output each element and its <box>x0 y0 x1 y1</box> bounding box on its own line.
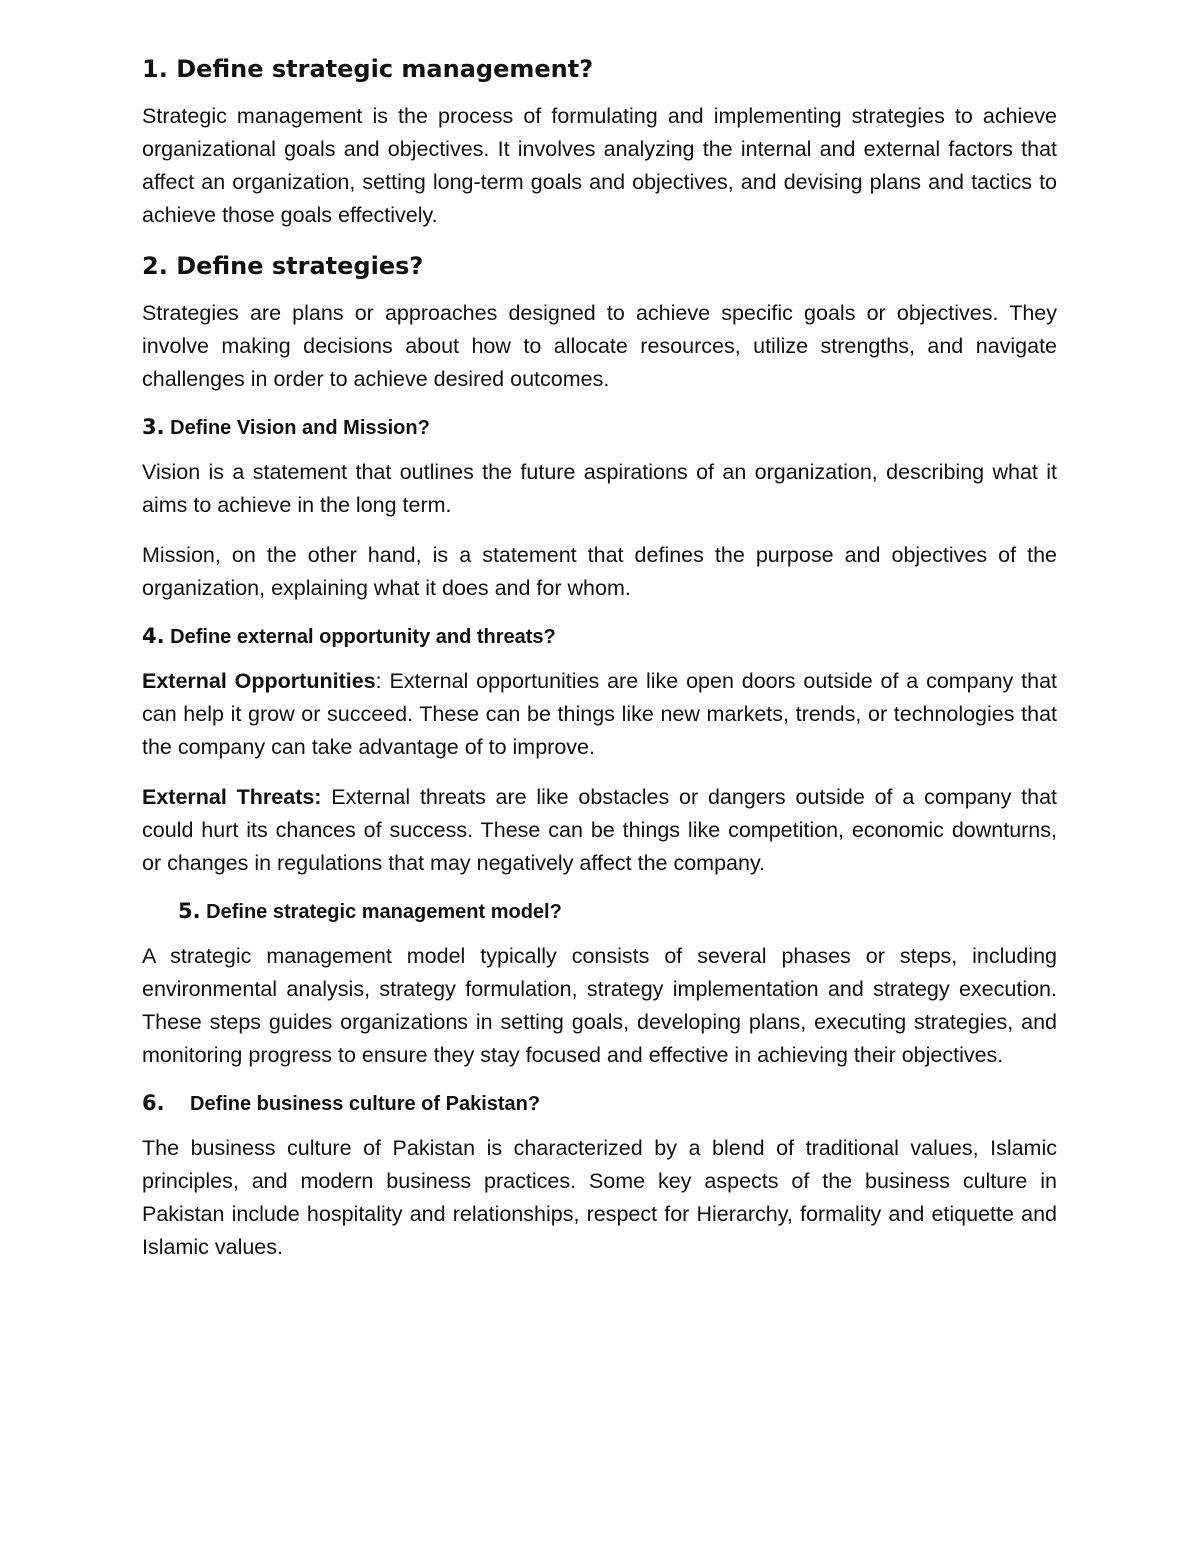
term-label: External Opportunities <box>142 669 376 693</box>
term-label: External Threats: <box>142 785 322 809</box>
heading-title: Define external opportunity and threats? <box>170 626 556 648</box>
heading-6 <box>142 1089 1057 1118</box>
paragraph-opportunities <box>142 665 1057 764</box>
heading-number: 2. <box>142 252 168 280</box>
heading-number: 4. <box>142 624 165 648</box>
heading-5 <box>142 897 1057 926</box>
heading-title: Define Vision and Mission? <box>170 417 430 439</box>
term-separator: : <box>375 669 382 693</box>
heading-number: 5. <box>178 899 201 923</box>
term-text: External threats are like obstacles or dangers outside of a company that could hurt its chances of success. These can be things like competition, economic downturns, or changes in regulations that may negatively affect the company. <box>142 785 1057 875</box>
paragraph: The business culture of Pakistan is characterized by a blend of traditional values, Islamic principles, and modern business practices. Some key aspects of the business culture in Pakistan include hospitality and relationships, respect for Hierarchy, formality and etiquette and Islamic values. <box>142 1136 1057 1259</box>
heading-number: 6. <box>142 1091 165 1115</box>
term-text: External opportunities are like open doors outside of a company that can help it grow or succeed. These can be things like new markets, trends, or technologies that the company can take advantage of to improve. <box>142 669 1058 759</box>
heading-3 <box>142 413 1057 442</box>
heading-number: 1. <box>142 55 168 83</box>
paragraph: Strategies are plans or approaches designed to achieve specific goals or objectives. They involve making decisions about how to allocate resources, utilize strengths, and navigate challenges in order to achieve desired outcomes. <box>142 301 1057 391</box>
paragraph: Vision is a statement that outlines the future aspirations of an organization, describing what it aims to achieve in the long term. <box>142 460 1057 517</box>
heading-title: Define business culture of Pakistan? <box>190 1093 541 1115</box>
document-page <box>142 52 1057 1281</box>
paragraph: Mission, on the other hand, is a statement that defines the purpose and objectives of the organization, explaining what it does and for whom. <box>142 543 1057 600</box>
heading-number: 3. <box>142 415 165 439</box>
heading-title: Define strategic management? <box>176 55 594 83</box>
paragraph-threats <box>142 781 1057 880</box>
heading-2 <box>142 249 1057 283</box>
heading-title: Define strategies? <box>176 252 424 280</box>
heading-1 <box>142 52 1057 86</box>
paragraph: Strategic management is the process of formulating and implementing strategies to achieve organizational goals and objectives. It involves analyzing the internal and external factors that affect an organization, setting long-term goals and objectives, and devising plans and tactics to achieve those goals effectively. <box>142 104 1057 227</box>
heading-4 <box>142 622 1057 651</box>
paragraph: A strategic management model typically consists of several phases or steps, including environmental analysis, strategy formulation, strategy implementation and strategy execution. These steps guides organizations in setting goals, developing plans, executing strategies, and monitoring progress to ensure they stay focused and effective in achieving their objectives. <box>142 944 1057 1067</box>
heading-title: Define strategic management model? <box>206 901 562 923</box>
